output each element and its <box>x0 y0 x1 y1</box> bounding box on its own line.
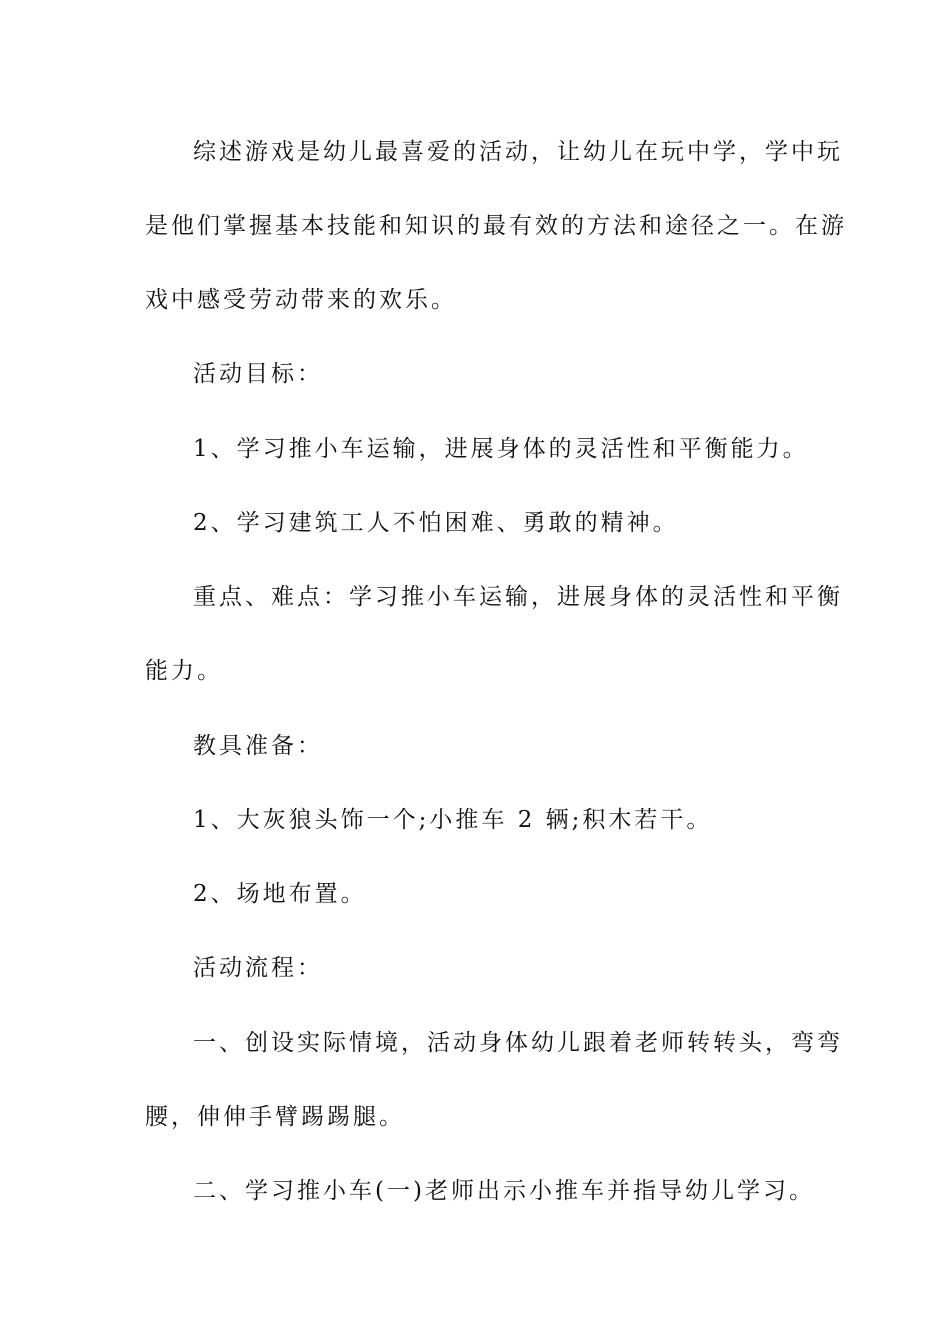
section-heading-goals: 活动目标： <box>193 361 323 387</box>
process-step-2: 二、学习推小车(一)老师出示小推车并指导幼儿学习。 <box>193 1178 815 1204</box>
materials-item-2: 2、场地布置。 <box>193 881 367 907</box>
intro-paragraph-line-2: 是他们掌握基本技能和知识的最有效的方法和途径之一。在游 <box>145 213 847 239</box>
goal-item-1: 1、学习推小车运输，进展身体的灵活性和平衡能力。 <box>193 436 809 462</box>
process-step-1-line-2: 腰，伸伸手臂踢踢腿。 <box>145 1104 405 1130</box>
key-points-line-1: 重点、难点：学习推小车运输，进展身体的灵活性和平衡 <box>193 584 843 610</box>
section-heading-materials: 教具准备： <box>193 733 323 759</box>
materials-item-1: 1、大灰狼头饰一个;小推车 2 辆;积木若干。 <box>193 807 713 833</box>
intro-paragraph-line-1: 综述游戏是幼儿最喜爱的活动，让幼儿在玩中学，学中玩 <box>193 139 843 165</box>
section-heading-process: 活动流程： <box>193 955 323 981</box>
key-points-line-2: 能力。 <box>145 658 223 684</box>
process-step-1-line-1: 一、创设实际情境，活动身体幼儿跟着老师转转头，弯弯 <box>193 1030 843 1056</box>
goal-item-2: 2、学习建筑工人不怕困难、勇敢的精神。 <box>193 510 679 536</box>
intro-paragraph-line-3: 戏中感受劳动带来的欢乐。 <box>145 287 457 313</box>
